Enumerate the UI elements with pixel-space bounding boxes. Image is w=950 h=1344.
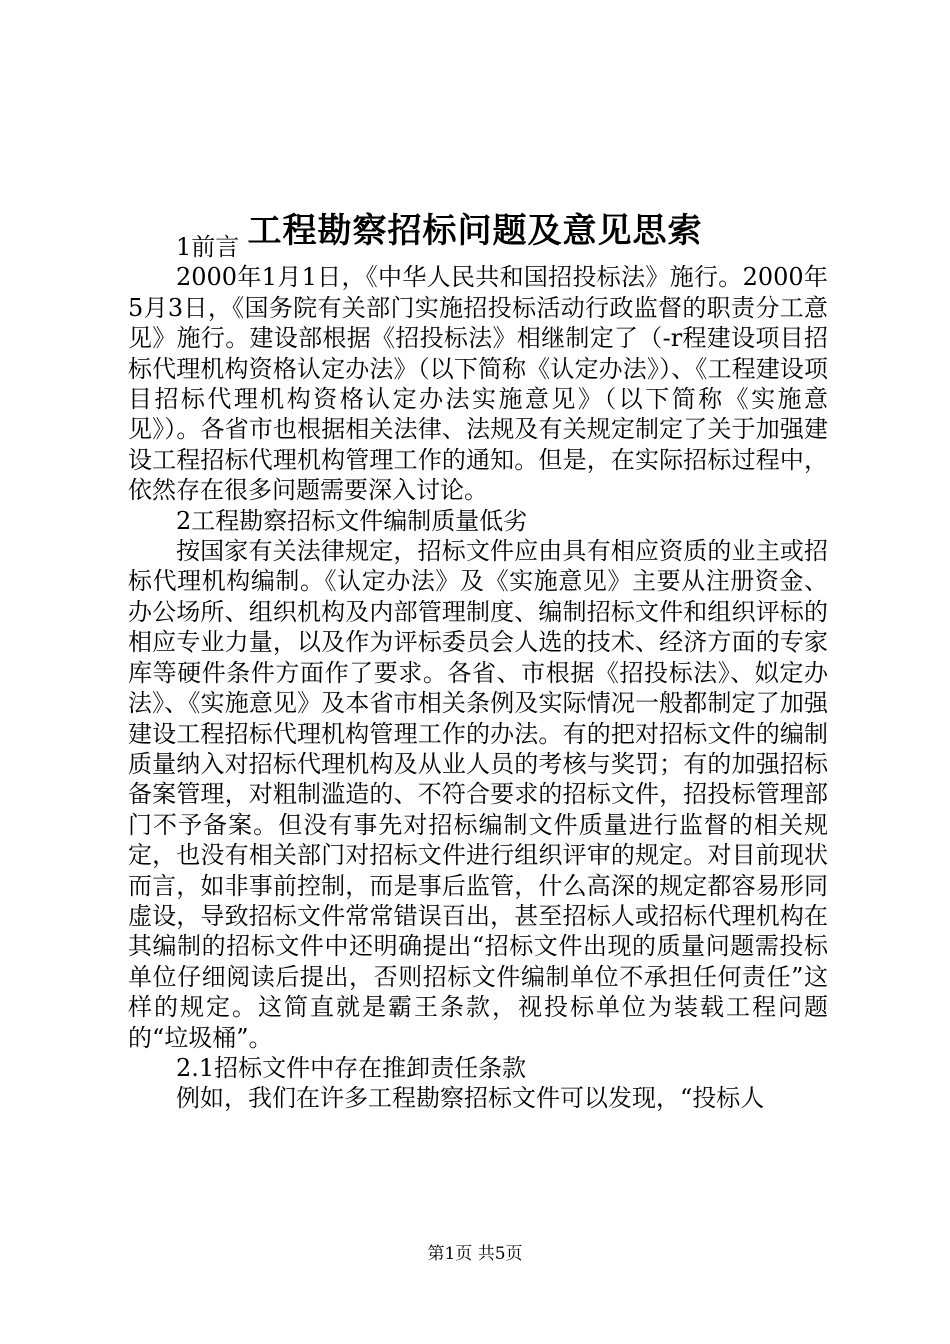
section-heading: 2.1招标文件中存在推卸责任条款	[176, 1053, 527, 1082]
page-number-footer: 第1页 共5页	[427, 1244, 523, 1264]
section-heading: 2工程勘察招标文件编制质量低劣	[176, 506, 528, 535]
paragraph: 按国家有关法律规定，招标文件应由具有相应资质的业主或招标代理机构编制。《认定办法》及《实施意见》主要从注册资金、办公场所、组织机构及内部管理制度、编制招标文件和组织评标的相应专业力量，以及作为评标委员会人选的技术、经济方面的专家库等硬件条件方面作了要求。各省、市根据《招投标法》、姒定办法》、《实施意见》及本省市相关条例及实际情况一般都制定了加强建设工程招标代理机构管理工作的办法。有的把对招标文件的编制质量纳入对招标代理机构及从业人员的考核与奖罚；有的加强招标备案管理，对粗制滥造的、不符合要求的招标文件，招投标管理部门不予备案。但没有事先对招标编制文件质量进行监督的相关规定，也没有相关部门对招标文件进行组织评审的规定。对目前现状而言，如非事前控制，而是事后监管，什么高深的规定都容易形同虚设，导致招标文件常常错误百出，甚至招标人或招标代理机构在其编制的招标文件中还明确提出“招标文件出现的质量问题需投标单位仔细阅读后提出，否则招标文件编制单位不承担任何责任”这样的规定。这简直就是霸王条款，视投标单位为装载工程问题的“垃圾桶”。	[128, 537, 828, 1052]
document-title: 工程勘察招标问题及意见思索	[247, 210, 703, 251]
section-heading: 1前言	[176, 233, 240, 261]
paragraph: 例如，我们在许多工程勘察招标文件可以发现，“投标人	[176, 1084, 765, 1113]
paragraph: 2000年1月1日，《中华人民共和国招投标法》施行。2000年5月3日，《国务院有关部门实施招投标活动行政监督的职责分工意见》施行。建设部根据《招投标法》相继制定了（-r程建设项目招标代理机构资格认定办法》（以下简称《认定办法》）、《工程建设项目招标代理机构资格认定办法实施意见》（以下简称《实施意见》）。各省市也根据相关法律、法规及有关规定制定了关于加强建设工程招标代理机构管理工作的通知。但是，在实际招标过程中，依然存在很多问题需要深入讨论。	[128, 263, 828, 505]
document-body	[128, 232, 828, 1114]
